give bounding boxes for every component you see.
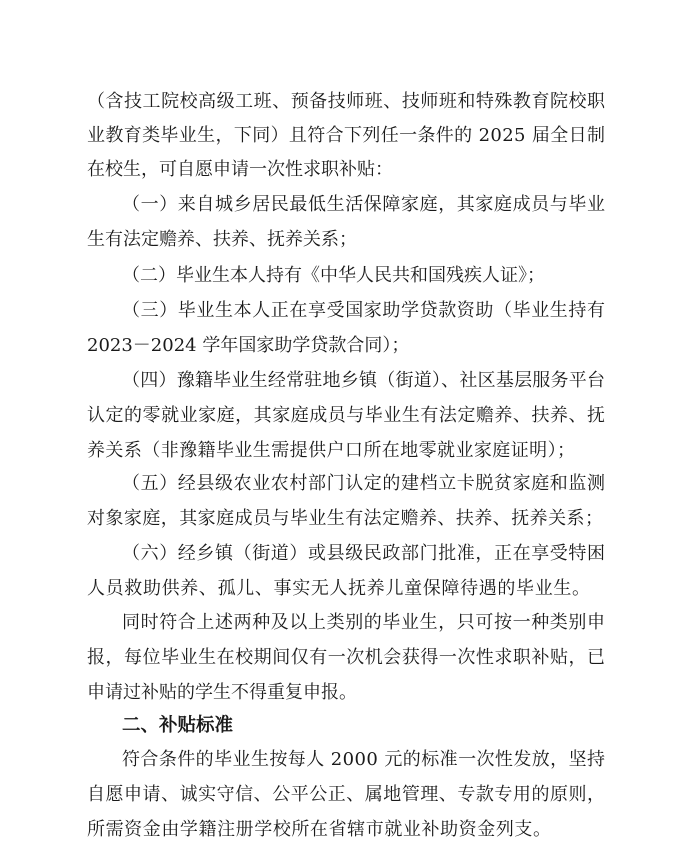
intro-line	[0, 118, 692, 154]
note-line	[0, 640, 692, 676]
note-line	[0, 605, 692, 641]
condition-3-line	[0, 328, 692, 364]
condition-3-text: （三）毕业生本人正在享受国家助学贷款资助（毕业生持有	[122, 300, 606, 321]
condition-4-line	[0, 398, 692, 434]
condition-5-text: 对象家庭，其家庭成员与毕业生有法定赡养、扶养、抚养关系；	[87, 508, 604, 529]
condition-5-line	[0, 501, 692, 537]
condition-4-text: 养关系（非豫籍毕业生需提供户口所在地零就业家庭证明）；	[87, 440, 576, 461]
section-heading	[0, 708, 692, 744]
condition-1-line	[0, 222, 692, 258]
condition-6-line	[0, 571, 692, 607]
intro-line	[0, 152, 692, 188]
condition-3-line	[0, 293, 692, 329]
intro-line-text: （含技工院校高级工班、预备技师班、技师班和特殊教育院校职	[87, 91, 606, 112]
intro-line-text: 在校生，可自愿申请一次性求职补贴：	[87, 159, 393, 180]
standard-line	[0, 777, 692, 813]
condition-1-line	[0, 187, 692, 223]
note-text: 申请过补贴的学生不得重复申报。	[87, 682, 357, 703]
intro-line	[0, 84, 692, 120]
condition-3-text: 2023－2024 学年国家助学贷款合同）；	[87, 335, 410, 356]
condition-4-line	[0, 363, 692, 399]
condition-6-text: 人员救助供养、孤儿、事实无人抚养儿童保障待遇的毕业生。	[87, 578, 591, 599]
note-text: 报，每位毕业生在校期间仅有一次机会获得一次性求职补贴，已	[87, 647, 606, 668]
condition-6-line	[0, 536, 692, 572]
condition-5-text: （五）经县级农业农村部门认定的建档立卡脱贫家庭和监测	[122, 473, 606, 494]
condition-4-text: 认定的零就业家庭，其家庭成员与毕业生有法定赡养、扶养、抚	[87, 405, 606, 426]
intro-line-text: 业教育类毕业生，下同）且符合下列任一条件的 2025 届全日制	[87, 125, 606, 146]
standard-line	[0, 742, 692, 778]
condition-1-text: 生有法定赡养、扶养、抚养关系；	[87, 229, 357, 250]
condition-6-text: （六）经乡镇（街道）或县级民政部门批准，正在享受特困	[122, 543, 606, 564]
standard-line	[0, 812, 692, 848]
condition-1-text: （一）来自城乡居民最低生活保障家庭，其家庭成员与毕业	[122, 194, 606, 215]
note-text: 同时符合上述两种及以上类别的毕业生，只可按一种类别申	[122, 612, 606, 633]
standard-text: 符合条件的毕业生按每人 2000 元的标准一次性发放，坚持	[122, 749, 606, 770]
standard-text: 所需资金由学籍注册学校所在省辖市就业补助资金列支。	[87, 819, 552, 840]
condition-2-text: （二）毕业生本人持有《中华人民共和国残疾人证》；	[122, 265, 545, 286]
condition-5-line	[0, 466, 692, 502]
condition-4-text: （四）豫籍毕业生经常驻地乡镇（街道）、社区基层服务平台	[122, 370, 606, 391]
standard-text: 自愿申请、诚实守信、公平公正、属地管理、专款专用的原则，	[87, 784, 606, 805]
condition-4-line	[0, 433, 692, 469]
condition-2-line	[0, 258, 692, 294]
note-line	[0, 675, 692, 711]
section-heading-text: 二、补贴标准	[122, 715, 234, 736]
